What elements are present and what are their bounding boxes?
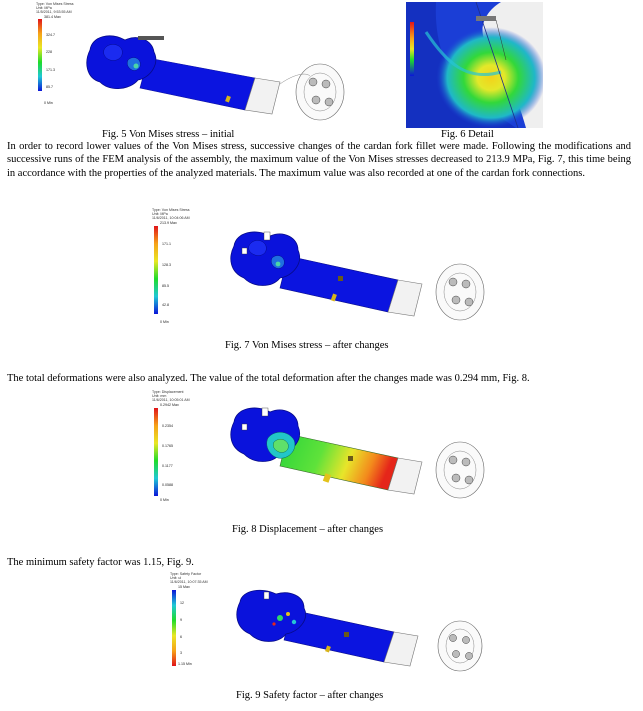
fig8	[150, 388, 490, 506]
fig8-tick-4: 0.0588	[162, 483, 173, 487]
fig7-colorbar	[154, 226, 158, 314]
fig9-legend	[170, 572, 210, 672]
fig8-min-label: 0 Min	[160, 498, 169, 502]
fig9	[168, 570, 490, 674]
fig5-max-label: 381.4 Max	[44, 15, 61, 19]
fig9-tick-1: 12	[180, 601, 184, 605]
fig5-colorbar	[38, 19, 42, 91]
fig8-caption: Fig. 8 Displacement – after changes	[232, 524, 384, 535]
fig9-tick-2: 9	[180, 618, 182, 622]
fig5-tick-4: 85.7	[46, 85, 53, 89]
fig6-caption: Fig. 6 Detail	[441, 129, 494, 140]
fig5-tick-3: 171.3	[46, 68, 55, 72]
fig7-min-label: 0 Min	[160, 320, 169, 324]
fig7-legend	[152, 208, 192, 324]
fig9-colorbar	[172, 590, 176, 666]
fig8-legend-line-2: Unit: mm	[152, 394, 167, 399]
fig7-tick-1: 171.1	[162, 242, 171, 246]
fig7-tick-2: 128.3	[162, 263, 171, 267]
fig7	[150, 206, 490, 326]
fig9-min-label: 1.15 Min	[178, 662, 192, 666]
fig5-tick-1: 324.7	[46, 33, 55, 37]
fig8-model-image	[228, 400, 490, 504]
fig8-colorbar	[154, 408, 158, 496]
fig5-tick-2: 228	[46, 50, 52, 54]
fig9-legend-line-1: Type: Safety Factor	[170, 572, 202, 576]
fig9-legend-line-3: 11/6/2011, 10:07:35 AM	[170, 580, 208, 585]
fig7-model-image	[228, 226, 490, 326]
fig9-tick-4: 3	[180, 651, 182, 655]
fig8-tick-1: 0.2354	[162, 424, 173, 428]
fig9-tick-3: 6	[180, 635, 182, 639]
fig5-legend	[36, 2, 76, 105]
fig7-legend-line-1: Type: Von Mises Stress	[152, 208, 190, 212]
fig5-legend-line-3: 11/5/2011, 9:53:55 AM	[36, 10, 72, 15]
fig8-legend-line-3: 11/6/2011, 10:05:01 AM	[152, 398, 190, 403]
fig5-model-image	[80, 30, 350, 122]
paragraph-deformation: The total deformations were also analyzed. The value of the total deformation after the changes made was 0.294 mm, Fig. 8.	[7, 373, 530, 384]
fig5	[30, 0, 350, 122]
fig7-tick-4: 42.8	[162, 303, 169, 307]
fig8-legend-line-1: Type: Displacement	[152, 390, 184, 394]
fig9-caption: Fig. 9 Safety factor – after changes	[236, 690, 384, 701]
fig5-legend-line-1: Type: Von Mises Stress	[36, 2, 74, 6]
fig5-legend-line-2: Unit: MPa	[36, 6, 52, 11]
paragraph-safety-factor: The minimum safety factor was 1.15, Fig. 9.	[7, 557, 194, 568]
fig9-model-image	[234, 588, 490, 674]
fig8-legend	[152, 390, 192, 502]
fig9-legend-line-2: Unit: ul	[170, 576, 182, 581]
fig5-min-label: 0 Min	[44, 101, 53, 105]
fig7-legend-line-3: 11/6/2011, 10:04:06 AM	[152, 216, 190, 221]
fig5-caption: Fig. 5 Von Mises stress – initial	[102, 129, 235, 140]
fig9-max-label: 15 Max	[178, 585, 190, 589]
fig7-tick-3: 85.5	[162, 284, 169, 288]
fig6-detail-image	[406, 2, 543, 128]
fig7-legend-line-2: Unit: MPa	[152, 212, 168, 217]
fig8-tick-2: 0.1765	[162, 444, 173, 448]
fig7-caption: Fig. 7 Von Mises stress – after changes	[225, 340, 389, 351]
fig8-max-label: 0.2942 Max	[160, 403, 179, 407]
fig8-tick-3: 0.1177	[162, 464, 173, 468]
fig7-max-label: 213.9 Max	[160, 221, 177, 225]
paragraph-von-mises: In order to record lower values of the Von Mises stress, successive changes of the cardan fork fillet were made. Following the modifications and successive runs of the FEM analysis of the assembly, the maximum value of the Von Mises stresses decreased to 213.9 MPa, Fig. 7, this time being in accordance with the properties of the analyzed materials. The maximum value was also recorded at one of the cardan fork connections.	[7, 141, 631, 179]
